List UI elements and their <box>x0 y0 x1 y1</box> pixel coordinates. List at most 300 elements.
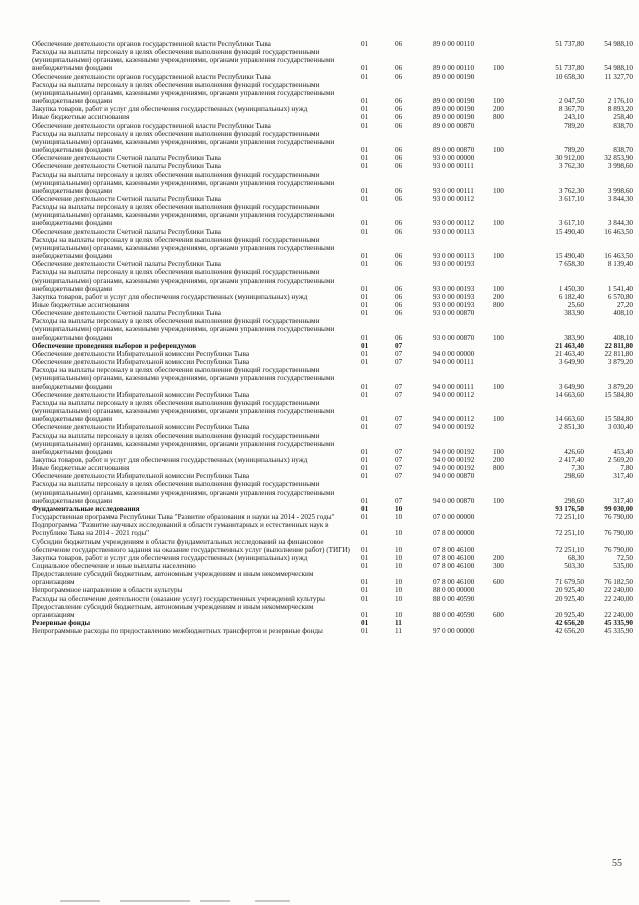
row-section: 01 <box>361 252 369 261</box>
row-sum-year-2: 2 569,20 <box>607 455 633 464</box>
row-expense-type: 100 <box>493 186 504 195</box>
table-row <box>32 171 633 195</box>
row-sum-year-1: 298,60 <box>564 496 584 505</box>
row-section: 01 <box>361 121 369 130</box>
row-sum-year-2: 3 998,60 <box>607 186 633 195</box>
row-sum-year-1: 7,30 <box>571 464 584 473</box>
row-target-article: 89 0 00 00190 <box>433 105 475 114</box>
row-target-article: 93 0 00 00113 <box>433 252 475 261</box>
row-name: Расходы на выплаты персоналу в целях обеспечения выполнения функций государственными (муниципальными) органами, казенными учреждениями, органами управления государственными внебюджетными фондами <box>32 203 335 228</box>
table-row <box>32 236 633 260</box>
row-target-article: 94 0 00 00870 <box>433 472 475 481</box>
row-expense-type <box>493 154 526 162</box>
row-section: 01 <box>361 113 369 122</box>
row-section: 01 <box>361 472 369 481</box>
row-expense-type: 800 <box>493 113 504 122</box>
row-subsection: 07 <box>395 415 403 424</box>
row-section: 01 <box>361 97 369 106</box>
row-target-article: 97 0 00 00000 <box>433 627 475 636</box>
row-section: 01 <box>361 260 369 269</box>
row-sum-year-1: 2 851,30 <box>558 423 584 432</box>
row-sum-year-2: 11 327,70 <box>604 72 633 81</box>
row-name: Расходы на выплаты персоналу в целях обеспечения выполнения функций государственными (муниципальными) органами, казенными учреждениями, органами управления государственными внебюджетными фондами <box>32 80 335 106</box>
row-subsection: 06 <box>395 227 403 236</box>
row-sum-year-2: 22 240,00 <box>604 610 633 619</box>
table-row <box>32 203 633 227</box>
row-expense-type: 800 <box>493 464 504 473</box>
row-sum-year-2: 99 030,00 <box>604 504 633 513</box>
row-expense-type: 100 <box>493 333 504 342</box>
table-row <box>32 122 633 130</box>
row-sum-year-1: 3 617,10 <box>558 194 584 203</box>
row-name: Закупка товаров, работ и услуг для обеспечения государственных (муниципальных) нужд <box>32 455 308 464</box>
table-row <box>32 81 633 105</box>
row-sum-year-2: 408,10 <box>613 333 633 342</box>
row-sum-year-1: 3 762,30 <box>558 162 584 171</box>
row-expense-type <box>493 505 526 513</box>
row-section: 01 <box>361 627 369 636</box>
row-expense-type <box>493 162 526 170</box>
row-name: Закупка товаров, работ и услуг для обеспечения государственных (муниципальных) нужд <box>32 292 308 301</box>
table-row <box>32 317 633 341</box>
row-name: Фундаментальные исследования <box>32 504 140 513</box>
table-row <box>32 366 633 390</box>
row-subsection: 10 <box>395 578 403 587</box>
row-target-article: 93 0 00 00870 <box>433 309 475 318</box>
row-expense-type: 100 <box>493 447 504 456</box>
row-expense-type: 200 <box>493 105 504 114</box>
row-subsection: 06 <box>395 309 403 318</box>
row-name: Расходы на выплаты персоналу в целях обеспечения выполнения функций государственными (муниципальными) органами, казенными учреждениями, органами управления государственными внебюджетными фондами <box>32 366 335 391</box>
row-sum-year-2: 838,70 <box>613 146 633 155</box>
row-section: 01 <box>361 390 369 399</box>
row-expense-type: 200 <box>493 553 504 562</box>
table-row <box>32 228 633 236</box>
row-sum-year-2: 27,20 <box>616 301 633 309</box>
footer-mark <box>200 900 230 902</box>
row-name: Обеспечение деятельности Избирательной комиссии Республики Тыва <box>32 423 250 432</box>
row-section: 01 <box>361 382 369 391</box>
row-expense-type: 100 <box>493 496 504 505</box>
table-row <box>32 268 633 292</box>
row-target-article: 94 0 00 00192 <box>433 423 475 432</box>
row-name: Обеспечение деятельности органов государственной власти Республики Тыва <box>32 72 271 81</box>
row-name: Резервные фонды <box>32 619 91 628</box>
row-name: Подпрограмма "Развитие научных исследований в области гуманитарных и естественных наук в Республике Тыва на 2014 - 2021 годы" <box>32 521 329 538</box>
row-subsection: 06 <box>395 121 403 130</box>
table-row <box>32 603 633 619</box>
row-subsection: 10 <box>395 529 403 538</box>
row-expense-type <box>493 627 526 635</box>
row-expense-type <box>493 40 526 48</box>
row-subsection: 06 <box>395 301 403 309</box>
row-sum-year-1: 68,30 <box>567 553 584 562</box>
row-sum-year-1: 298,60 <box>564 472 584 481</box>
row-name: Обеспечение деятельности Избирательной комиссии Республики Тыва <box>32 472 250 481</box>
row-expense-type: 600 <box>493 610 504 619</box>
footer-mark <box>255 900 290 902</box>
section-total-row <box>32 342 633 350</box>
row-sum-year-2: 32 853,90 <box>604 154 633 163</box>
row-sum-year-2: 3 844,30 <box>607 219 633 228</box>
row-sum-year-1: 1 450,30 <box>558 284 584 293</box>
row-section: 01 <box>361 162 369 171</box>
row-name: Обеспечение деятельности Счетной палаты Республики Тыва <box>32 154 221 163</box>
table-row <box>32 627 633 635</box>
row-expense-type: 600 <box>493 578 504 587</box>
row-subsection: 07 <box>395 382 403 391</box>
row-expense-type: 100 <box>493 252 504 261</box>
row-expense-type: 200 <box>493 292 504 301</box>
table-row <box>32 399 633 423</box>
row-section: 01 <box>361 423 369 432</box>
row-sum-year-2: 76 790,00 <box>604 513 633 522</box>
row-sum-year-2: 45 335,90 <box>604 627 633 636</box>
table-row <box>32 432 633 456</box>
row-subsection: 10 <box>395 504 403 513</box>
row-subsection: 06 <box>395 260 403 269</box>
row-sum-year-1: 3 649,90 <box>558 358 584 367</box>
row-expense-type <box>493 350 526 358</box>
row-subsection: 06 <box>395 72 403 81</box>
row-sum-year-2: 16 463,50 <box>604 252 633 261</box>
row-expense-type: 200 <box>493 455 504 464</box>
row-target-article: 93 0 00 00193 <box>433 260 475 269</box>
row-section: 01 <box>361 40 369 48</box>
row-expense-type <box>493 228 526 236</box>
row-target-article: 89 0 00 00110 <box>433 40 475 48</box>
row-target-article: 93 0 00 00112 <box>433 219 475 228</box>
row-sum-year-1: 243,10 <box>564 113 584 122</box>
row-expense-type: 100 <box>493 382 504 391</box>
row-subsection: 06 <box>395 284 403 293</box>
row-sum-year-1: 42 656,20 <box>555 627 584 636</box>
row-sum-year-2: 22 811,80 <box>604 341 633 350</box>
row-target-article: 88 0 00 40590 <box>433 610 475 619</box>
row-subsection: 10 <box>395 545 403 554</box>
row-expense-type <box>493 619 526 627</box>
row-name: Обеспечение деятельности Счетной палаты Республики Тыва <box>32 194 221 203</box>
table-row <box>32 570 633 586</box>
row-target-article: 89 0 00 00190 <box>433 97 475 106</box>
table-row <box>32 130 633 154</box>
row-expense-type <box>493 122 526 130</box>
row-subsection: 07 <box>395 349 403 358</box>
row-name: Обеспечение деятельности Избирательной комиссии Республики Тыва <box>32 349 250 358</box>
row-sum-year-2: 54 988,10 <box>604 40 633 48</box>
row-sum-year-2: 7,80 <box>620 464 633 473</box>
table-row <box>32 456 633 464</box>
table-row <box>32 260 633 268</box>
row-section: 01 <box>361 219 369 228</box>
row-section: 01 <box>361 333 369 342</box>
row-target-article: 94 0 00 00112 <box>433 390 475 399</box>
footer-mark <box>60 900 100 902</box>
row-target-article: 89 0 00 00110 <box>433 64 475 73</box>
table-row <box>32 464 633 472</box>
row-sum-year-1: 8 367,70 <box>558 105 584 114</box>
table-row <box>32 480 633 504</box>
row-subsection: 06 <box>395 146 403 155</box>
row-name: Предоставление субсидий бюджетным, автономным учреждениям и иным некоммерческим организациям <box>32 602 314 619</box>
table-row <box>32 48 633 72</box>
row-subsection: 10 <box>395 562 403 570</box>
row-subsection: 06 <box>395 186 403 195</box>
row-subsection: 11 <box>395 619 402 628</box>
row-section: 01 <box>361 562 369 570</box>
budget-document <box>32 40 633 636</box>
table-row <box>32 154 633 162</box>
row-section: 01 <box>361 610 369 619</box>
row-name: Закупка товаров, работ и услуг для обеспечения государственных (муниципальных) нужд <box>32 105 308 114</box>
row-expense-type <box>493 586 526 594</box>
row-sum-year-1: 51 737,80 <box>555 40 584 48</box>
row-target-article: 93 0 00 00111 <box>433 186 474 195</box>
row-sum-year-2: 8 893,20 <box>607 105 633 114</box>
row-name: Обеспечение деятельности Счетной палаты Республики Тыва <box>32 309 221 318</box>
row-sum-year-2: 22 240,00 <box>604 594 633 603</box>
row-target-article: 88 0 00 40590 <box>433 594 475 603</box>
row-sum-year-1: 72 251,10 <box>555 529 584 538</box>
row-name: Непрограммное направление в области культуры <box>32 586 183 595</box>
row-target-article <box>433 505 493 513</box>
row-sum-year-2: 3 879,20 <box>607 382 633 391</box>
footer-mark <box>120 900 190 902</box>
row-expense-type <box>493 538 526 554</box>
row-subsection: 06 <box>395 162 403 171</box>
row-subsection: 07 <box>395 390 403 399</box>
row-expense-type <box>493 73 526 81</box>
row-section: 01 <box>361 594 369 603</box>
row-name: Социальное обеспечение и иные выплаты населению <box>32 562 196 570</box>
row-sum-year-2: 3 030,40 <box>607 423 633 432</box>
row-name: Расходы на выплаты персоналу в целях обеспечения выполнения функций государственными (муниципальными) органами, казенными учреждениями, органами управления государственными внебюджетными фондами <box>32 235 335 261</box>
row-name: Иные бюджетные ассигнования <box>32 301 130 309</box>
row-sum-year-1: 93 176,50 <box>555 504 584 513</box>
row-expense-type <box>493 472 526 480</box>
row-target-article: 07 8 00 46100 <box>433 578 475 587</box>
row-expense-type: 100 <box>493 97 504 106</box>
row-subsection: 06 <box>395 64 403 73</box>
row-sum-year-2: 1 541,40 <box>607 284 633 293</box>
table-row <box>32 554 633 562</box>
row-name: Иные бюджетные ассигнования <box>32 113 130 122</box>
row-name: Обеспечение деятельности Избирательной комиссии Республики Тыва <box>32 358 250 367</box>
row-section: 01 <box>361 619 369 628</box>
row-expense-type: 100 <box>493 146 504 155</box>
row-expense-type: 100 <box>493 415 504 424</box>
row-sum-year-2: 317,40 <box>613 496 633 505</box>
row-sum-year-2: 16 463,50 <box>604 227 633 236</box>
row-subsection: 07 <box>395 455 403 464</box>
row-subsection: 06 <box>395 40 403 48</box>
row-sum-year-2: 15 584,80 <box>604 390 633 399</box>
row-sum-year-1: 426,60 <box>564 447 584 456</box>
row-sum-year-1: 3 617,10 <box>558 219 584 228</box>
row-sum-year-1: 789,20 <box>564 121 584 130</box>
row-name: Закупка товаров, работ и услуг для обеспечения государственных (муниципальных) нужд <box>32 553 308 562</box>
row-expense-type <box>493 358 526 366</box>
row-subsection: 06 <box>395 154 403 163</box>
row-target-article: 94 0 00 00112 <box>433 415 475 424</box>
row-section: 01 <box>361 464 369 473</box>
row-name: Расходы на выплаты персоналу в целях обеспечения выполнения функций государственными (муниципальными) органами, казенными учреждениями, органами управления государственными внебюджетными фондами <box>32 170 335 195</box>
row-sum-year-1: 2 047,50 <box>558 97 584 106</box>
table-row <box>32 162 633 170</box>
row-sum-year-1: 14 663,60 <box>555 390 584 399</box>
table-row <box>32 293 633 301</box>
row-section: 01 <box>361 186 369 195</box>
footer-scan-artifacts <box>0 898 639 905</box>
row-subsection: 10 <box>395 513 403 522</box>
row-target-article <box>433 342 493 350</box>
row-target-article: 07 8 00 46100 <box>433 562 475 570</box>
row-subsection: 10 <box>395 553 403 562</box>
row-name: Субсидии бюджетным учреждениям в области фундаментальных исследований на финансовое обеспечение государственного задания на оказание государственных услуг (выполнение работ) (ТИГИ) <box>32 537 350 554</box>
row-subsection: 10 <box>395 610 403 619</box>
row-sum-year-1: 503,30 <box>564 562 584 570</box>
row-section: 01 <box>361 586 369 595</box>
row-subsection: 06 <box>395 292 403 301</box>
row-sum-year-2: 22 811,80 <box>604 349 633 358</box>
row-target-article: 93 0 00 00113 <box>433 227 475 236</box>
row-expense-type <box>493 195 526 203</box>
row-expense-type: 100 <box>493 284 504 293</box>
row-sum-year-1: 10 658,30 <box>555 72 584 81</box>
table-row <box>32 301 633 309</box>
row-target-article <box>433 619 493 627</box>
row-sum-year-1: 51 737,80 <box>555 64 584 73</box>
table-row <box>32 423 633 431</box>
row-section: 01 <box>361 105 369 114</box>
row-name: Расходы на выплаты персоналу в целях обеспечения выполнения функций государственными (муниципальными) органами, казенными учреждениями, органами управления государственными внебюджетными фондами <box>32 48 335 73</box>
row-sum-year-2: 3 998,60 <box>607 162 633 171</box>
row-expense-type <box>493 513 526 521</box>
row-sum-year-1: 21 463,40 <box>555 349 584 358</box>
row-section: 01 <box>361 72 369 81</box>
table-row <box>32 562 633 570</box>
row-section: 01 <box>361 504 369 513</box>
row-name: Обеспечение деятельности органов государственной власти Республики Тыва <box>32 40 271 48</box>
row-subsection: 06 <box>395 113 403 122</box>
row-expense-type <box>493 309 526 317</box>
row-name: Обеспечение проведения выборов и референдумов <box>32 341 197 350</box>
row-subsection: 07 <box>395 341 403 350</box>
row-expense-type <box>493 260 526 268</box>
section-total-row <box>32 505 633 513</box>
row-name: Обеспечение деятельности Избирательной комиссии Республики Тыва <box>32 390 250 399</box>
row-name: Расходы на выплаты персоналу в целях обеспечения выполнения функций государственными (муниципальными) органами, казенными учреждениями, органами управления государственными внебюджетными фондами <box>32 268 335 293</box>
row-expense-type <box>493 391 526 399</box>
row-subsection: 06 <box>395 105 403 114</box>
row-expense-type: 300 <box>493 562 504 570</box>
row-name: Непрограммные расходы по предоставлению межбюджетных трансфертов и резервные фонды <box>32 627 323 636</box>
row-target-article: 07 8 00 46100 <box>433 553 475 562</box>
table-row <box>32 586 633 594</box>
row-section: 01 <box>361 415 369 424</box>
row-subsection: 06 <box>395 194 403 203</box>
row-expense-type <box>493 423 526 431</box>
row-target-article: 93 0 00 00193 <box>433 292 475 301</box>
table-row <box>32 73 633 81</box>
row-sum-year-2: 838,70 <box>613 121 633 130</box>
row-section: 01 <box>361 349 369 358</box>
row-subsection: 06 <box>395 333 403 342</box>
row-name: Расходы на выплаты персоналу в целях обеспечения выполнения функций государственными (муниципальными) органами, казенными учреждениями, органами управления государственными внебюджетными фондами <box>32 398 335 424</box>
row-section: 01 <box>361 358 369 367</box>
table-row <box>32 350 633 358</box>
row-name: Расходы на выплаты персоналу в целях обеспечения выполнения функций государственными (муниципальными) органами, казенными учреждениями, органами управления государственными внебюджетными фондами <box>32 480 335 505</box>
row-expense-type <box>493 342 526 350</box>
table-row <box>32 113 633 121</box>
row-name: Расходы на выплаты персоналу в целях обеспечения выполнения функций государственными (муниципальными) органами, казенными учреждениями, органами управления государственными внебюджетными фондами <box>32 431 335 456</box>
row-sum-year-2: 76 790,00 <box>604 529 633 538</box>
row-target-article: 93 0 00 00000 <box>433 154 475 163</box>
row-expense-type: 100 <box>493 64 504 73</box>
table-row <box>32 513 633 521</box>
row-subsection: 07 <box>395 472 403 481</box>
row-sum-year-2: 535,00 <box>613 562 633 570</box>
row-sum-year-1: 72 251,10 <box>555 513 584 522</box>
table-row <box>32 358 633 366</box>
row-sum-year-2: 453,40 <box>613 447 633 456</box>
row-section: 01 <box>361 447 369 456</box>
table-row <box>32 472 633 480</box>
row-target-article: 93 0 00 00870 <box>433 333 475 342</box>
row-name: Расходы на выплаты персоналу в целях обеспечения выполнения функций государственными (муниципальными) органами, казенными учреждениями, органами управления государственными внебюджетными фондами <box>32 129 335 155</box>
row-name: Обеспечение деятельности Счетной палаты Республики Тыва <box>32 227 221 236</box>
row-sum-year-1: 383,90 <box>564 333 584 342</box>
row-sum-year-2: 15 584,80 <box>604 415 633 424</box>
row-sum-year-2: 76 182,50 <box>604 578 633 587</box>
row-sum-year-1: 15 490,40 <box>555 227 584 236</box>
row-subsection: 06 <box>395 97 403 106</box>
row-sum-year-1: 20 925,40 <box>555 586 584 595</box>
row-target-article: 89 0 00 00190 <box>433 113 475 122</box>
row-section: 01 <box>361 301 369 309</box>
row-name: Государственная программа Республики Тыва "Развитие образования и науки на 2014 - 2025 годы" <box>32 513 335 522</box>
row-section: 01 <box>361 545 369 554</box>
row-target-article: 07 0 00 00000 <box>433 513 475 522</box>
row-target-article: 94 0 00 00111 <box>433 358 474 367</box>
row-sum-year-1: 20 925,40 <box>555 594 584 603</box>
row-sum-year-1: 20 925,40 <box>555 610 584 619</box>
row-target-article: 93 0 00 00111 <box>433 162 474 171</box>
row-section: 01 <box>361 496 369 505</box>
row-subsection: 06 <box>395 219 403 228</box>
table-row <box>32 595 633 603</box>
row-sum-year-1: 6 182,40 <box>558 292 584 301</box>
page-number: 55 <box>612 858 622 869</box>
row-name: Расходы на обеспечение деятельности (оказание услуг) государственных учреждений культуры <box>32 594 325 603</box>
table-row <box>32 391 633 399</box>
row-sum-year-2: 3 844,30 <box>607 194 633 203</box>
row-sum-year-1: 15 490,40 <box>555 252 584 261</box>
row-sum-year-2: 8 139,40 <box>607 260 633 269</box>
row-target-article: 94 0 00 00192 <box>433 455 475 464</box>
row-name: Обеспечение деятельности Счетной палаты Республики Тыва <box>32 260 221 269</box>
section-total-row <box>32 619 633 627</box>
row-target-article: 89 0 00 00870 <box>433 146 475 155</box>
row-section: 01 <box>361 513 369 522</box>
row-target-article: 94 0 00 00111 <box>433 382 474 391</box>
row-sum-year-1: 3 649,90 <box>558 382 584 391</box>
row-target-article: 94 0 00 00000 <box>433 349 475 358</box>
row-name: Иные бюджетные ассигнования <box>32 464 130 473</box>
row-expense-type: 800 <box>493 301 504 309</box>
row-name: Обеспечение деятельности органов государственной власти Республики Тыва <box>32 121 271 130</box>
row-sum-year-2: 408,10 <box>613 309 633 318</box>
